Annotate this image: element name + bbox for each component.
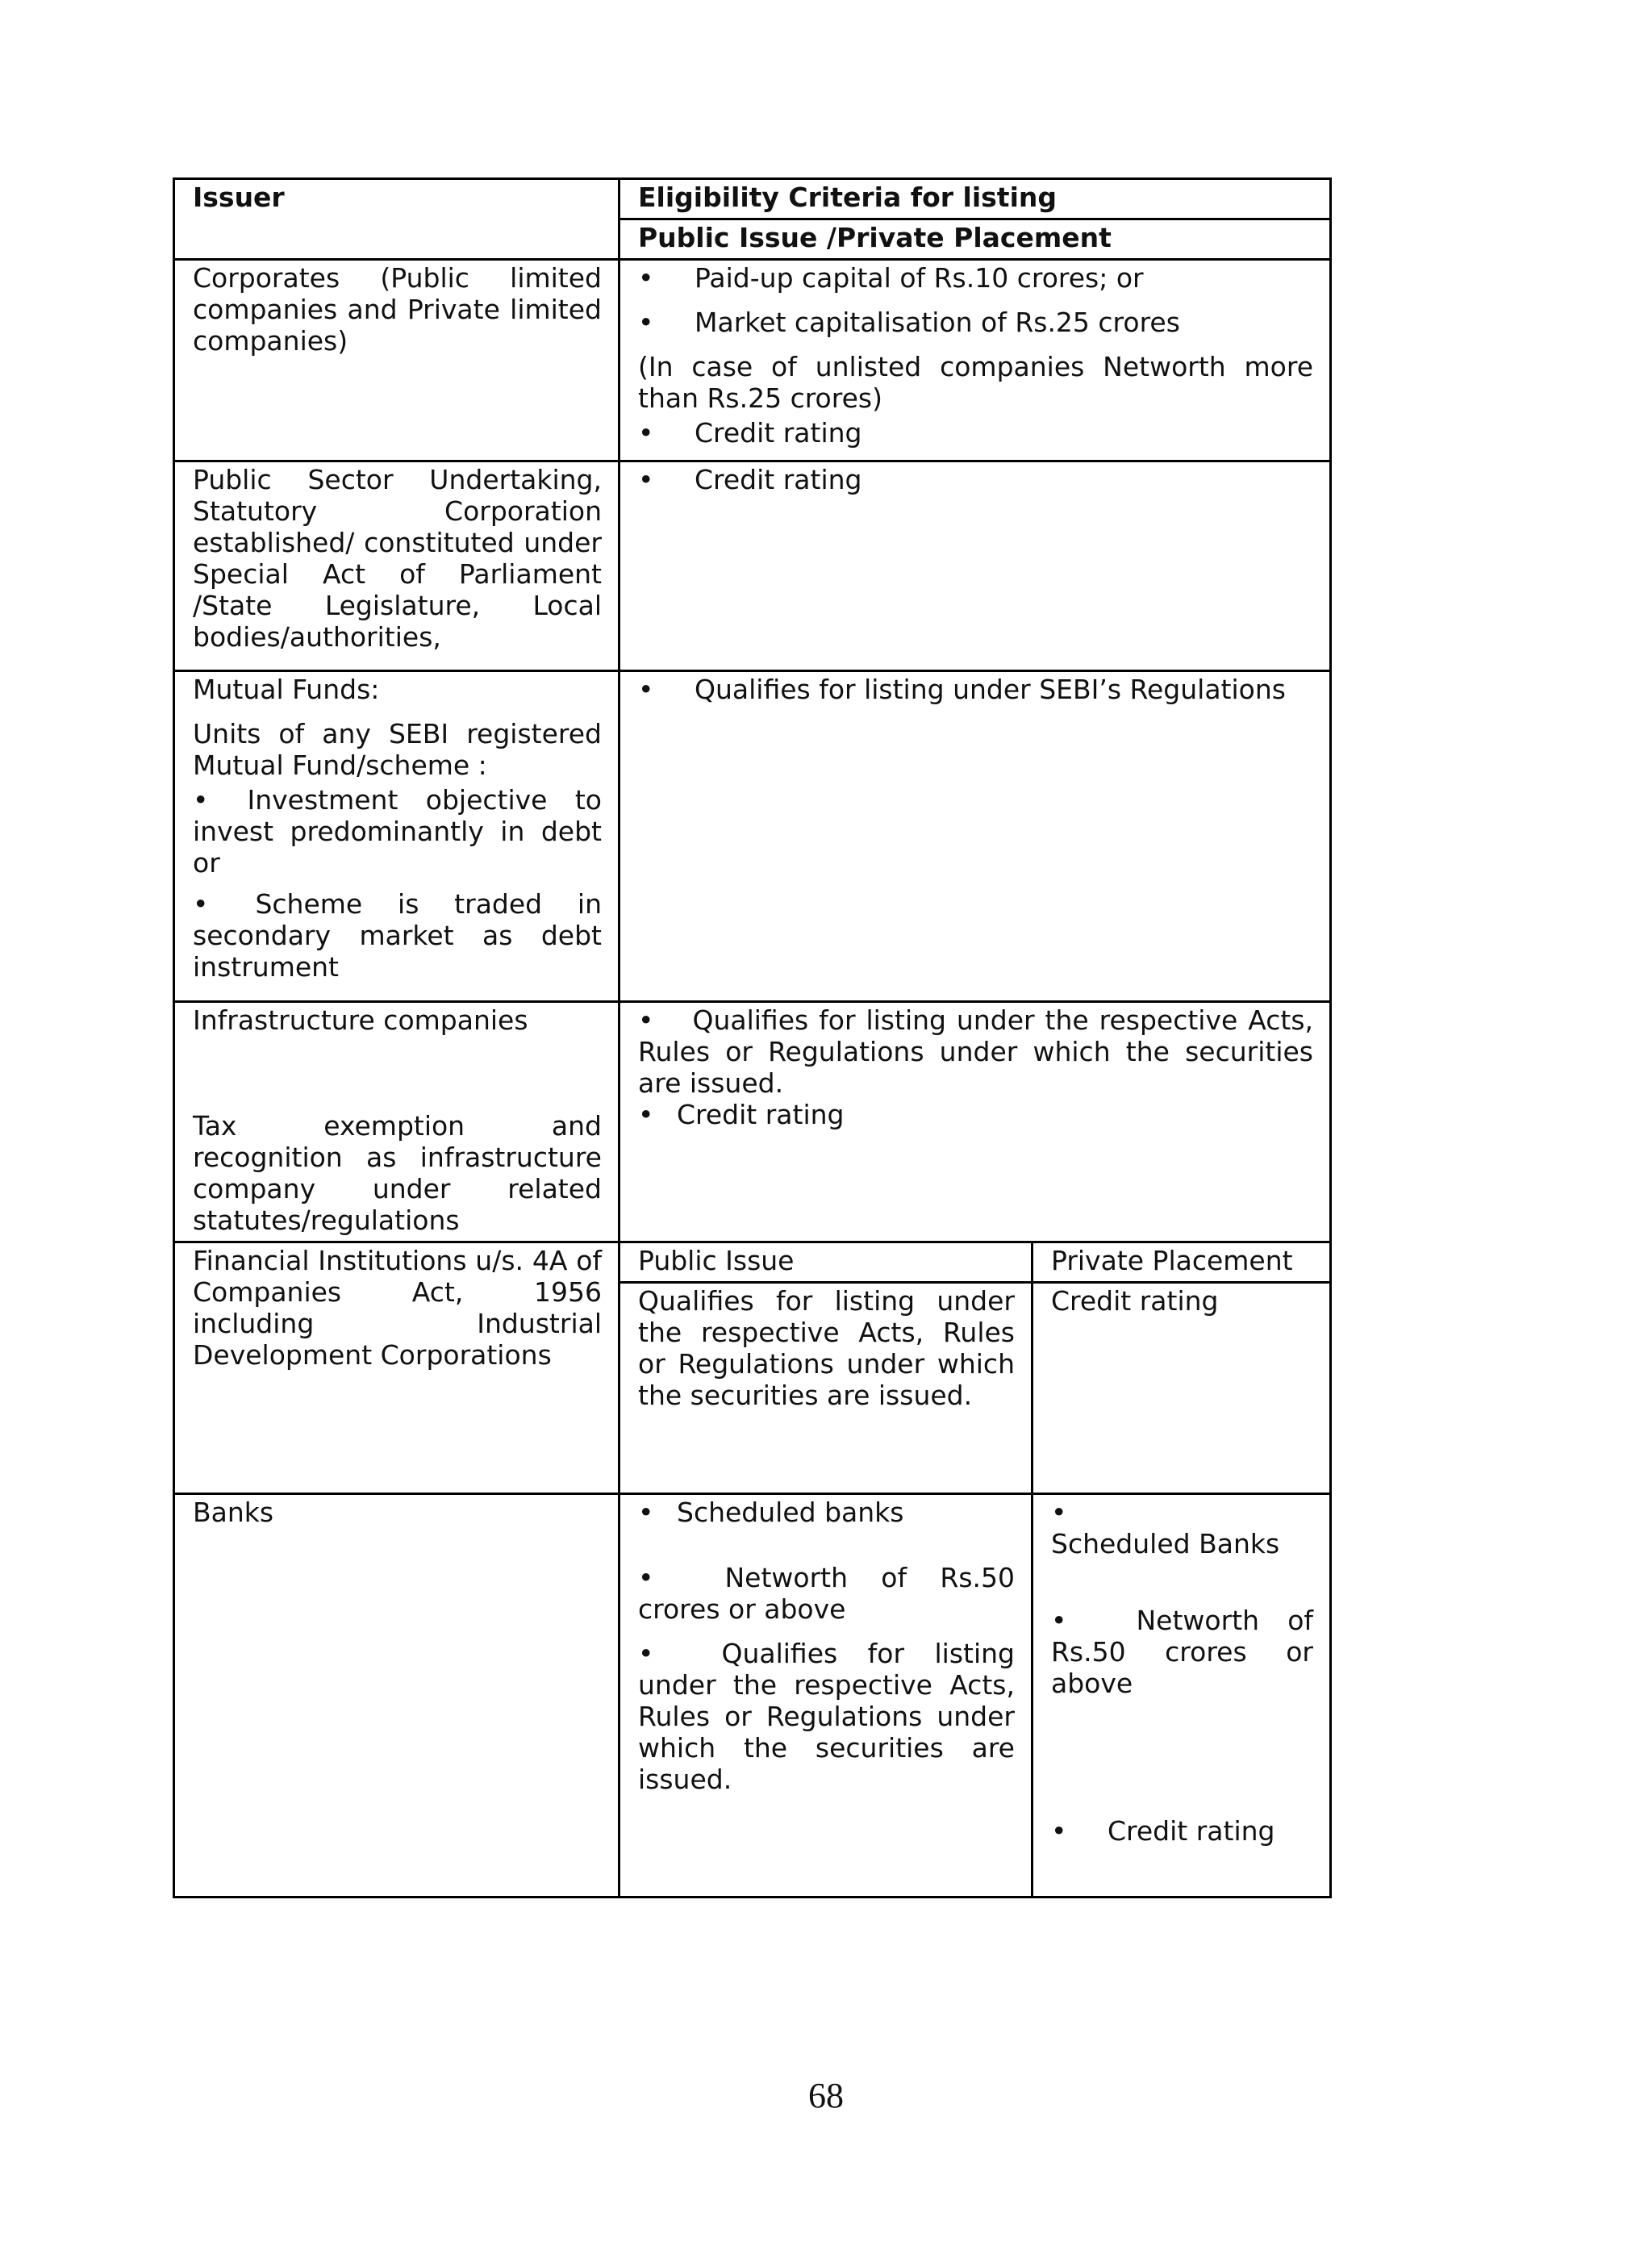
- header-public-private: Public Issue /Private Placement: [620, 219, 1331, 260]
- eligibility-table: [173, 177, 1332, 1898]
- table-row: [174, 1494, 1331, 1898]
- table-row: [174, 461, 1331, 671]
- criteria-credit-rating: Credit rating: [677, 1099, 845, 1130]
- criteria-mutual-funds: [620, 671, 1331, 1002]
- criteria-credit-rating: Credit rating: [695, 464, 862, 495]
- issuer-banks: Banks: [174, 1494, 620, 1898]
- issuer-psu: Public Sector Undertaking, Statutory Corporation established/ constituted under Special Act of Parliament /State Legislature, Local bodies/authorities,: [174, 461, 620, 671]
- mutual-funds-investment: Investment objective to invest predominantly in debt or: [193, 784, 602, 879]
- criteria-psu: [620, 461, 1331, 671]
- bullet: •: [638, 417, 654, 449]
- bullet: •: [638, 307, 654, 338]
- bullet: •: [638, 1004, 654, 1036]
- banks-scheduled-private: Scheduled Banks: [1051, 1528, 1280, 1559]
- bullet: •: [638, 1497, 654, 1528]
- table-header-row: [174, 179, 1331, 219]
- banks-networth: Networth of Rs.50 crores or above: [638, 1562, 1015, 1625]
- fi-private-placement-criteria: Credit rating: [1032, 1283, 1331, 1494]
- list-item: [638, 1638, 1015, 1795]
- bullet: •: [638, 1099, 654, 1130]
- banks-qualifies: Qualifies for listing under the respective Acts, Rules or Regulations under which the securities are issued.: [638, 1638, 1015, 1795]
- table-row: [174, 671, 1331, 1002]
- table-row: [174, 1002, 1331, 1242]
- bullet: •: [638, 674, 654, 705]
- banks-public-issue: [620, 1494, 1032, 1898]
- bullet: •: [638, 464, 654, 495]
- list-item: [638, 417, 1313, 449]
- banks-networth-private: Networth of Rs.50 crores or above: [1051, 1605, 1313, 1699]
- bullet: •: [193, 784, 209, 816]
- criteria-paidup: Paid-up capital of Rs.10 crores; or: [695, 262, 1144, 294]
- mutual-funds-scheme: Scheme is traded in secondary market as debt instrument: [193, 888, 602, 983]
- banks-private-placement: [1032, 1494, 1331, 1898]
- bullet: •: [1051, 1605, 1067, 1636]
- bullet: •: [1051, 1815, 1067, 1847]
- fi-public-issue-criteria: Qualifies for listing under the respective Acts, Rules or Regulations under which the securities are issued.: [620, 1283, 1032, 1494]
- fi-public-issue-head: Public Issue: [620, 1242, 1032, 1283]
- infrastructure-desc: Tax exemption and recognition as infrastructure company under related statutes/regulations: [193, 1110, 602, 1236]
- list-item: [638, 464, 1313, 495]
- list-item: [193, 888, 602, 983]
- header-criteria: Eligibility Criteria for listing: [620, 179, 1331, 219]
- banks-credit-rating: Credit rating: [1108, 1815, 1275, 1847]
- list-item: [638, 262, 1313, 294]
- list-item: [638, 1497, 1015, 1528]
- header-issuer: Issuer: [174, 179, 620, 260]
- list-item: [1051, 1815, 1313, 1847]
- list-item: [638, 307, 1313, 338]
- list-item: [638, 1562, 1015, 1625]
- issuer-financial-institutions: Financial Institutions u/s. 4A of Companies Act, 1956 including Industrial Development Corporations: [174, 1242, 620, 1494]
- bullet: •: [638, 1638, 654, 1669]
- issuer-corporates: Corporates (Public limited companies and Private limited companies): [174, 260, 620, 461]
- criteria-respective-acts: Qualifies for listing under the respective Acts, Rules or Regulations under which the securities are issued.: [638, 1004, 1313, 1099]
- mutual-funds-title: Mutual Funds:: [193, 674, 380, 705]
- list-item: [638, 1099, 1313, 1130]
- bullet: •: [638, 1562, 654, 1593]
- criteria-credit-rating: Credit rating: [695, 417, 862, 449]
- criteria-market-cap: Market capitalisation of Rs.25 crores: [695, 307, 1180, 338]
- list-item: [193, 784, 602, 879]
- table-row: [174, 260, 1331, 461]
- table-row: [174, 1242, 1331, 1283]
- mutual-funds-desc: Units of any SEBI registered Mutual Fund/scheme :: [193, 718, 602, 781]
- page-number: 68: [808, 2076, 844, 2115]
- criteria-sebi-regs: Qualifies for listing under SEBI’s Regulations: [695, 674, 1286, 705]
- list-item: [638, 1004, 1313, 1099]
- bullet: •: [1051, 1497, 1067, 1528]
- issuer-infrastructure: [174, 1002, 620, 1242]
- criteria-corporates: [620, 260, 1331, 461]
- infrastructure-title: Infrastructure companies: [193, 1004, 528, 1036]
- issuer-mutual-funds: [174, 671, 620, 1002]
- criteria-unlisted-note: (In case of unlisted companies Networth more than Rs.25 crores): [638, 351, 1313, 414]
- fi-private-placement-head: Private Placement: [1032, 1242, 1331, 1283]
- list-item: [1051, 1605, 1313, 1699]
- list-item: [638, 674, 1313, 705]
- criteria-infrastructure: [620, 1002, 1331, 1242]
- banks-scheduled: Scheduled banks: [677, 1497, 904, 1528]
- list-item: [1051, 1497, 1313, 1559]
- bullet: •: [193, 888, 209, 920]
- bullet: •: [638, 262, 654, 294]
